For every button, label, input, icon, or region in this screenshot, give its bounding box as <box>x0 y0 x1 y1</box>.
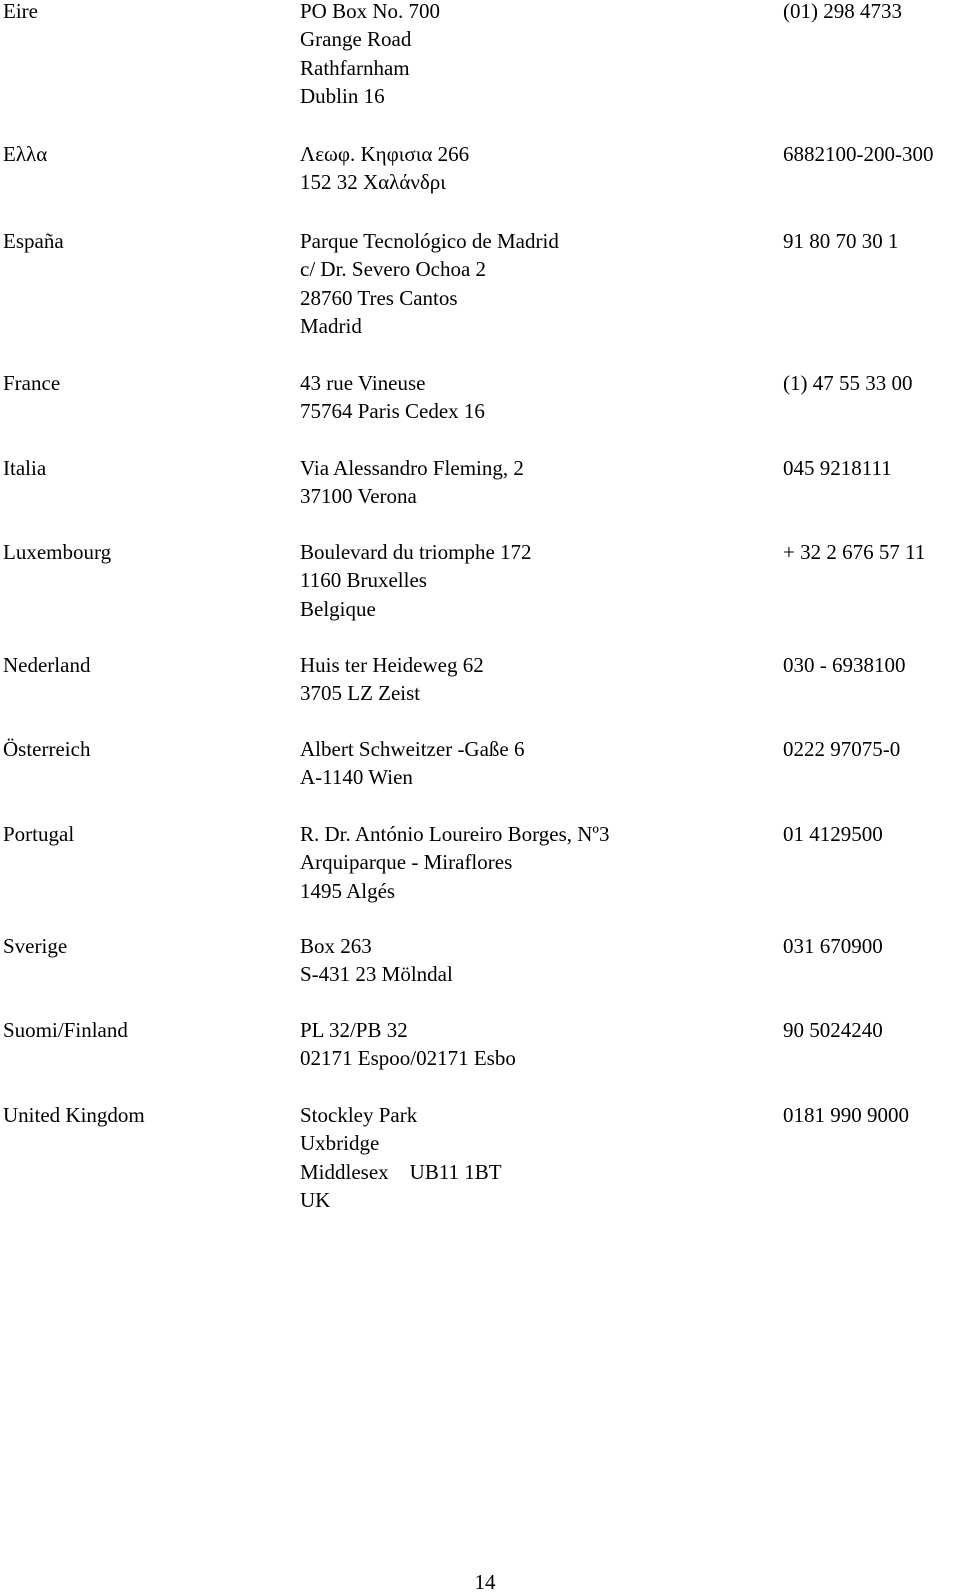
address-line: 02171 Espoo/02171 Esbo <box>300 1046 516 1071</box>
country-name: Nederland <box>3 653 91 677</box>
office-address <box>300 735 525 792</box>
country-name: España <box>3 229 64 253</box>
address-line: UK <box>300 1187 331 1212</box>
office-address <box>300 454 524 511</box>
office-address <box>300 1016 516 1073</box>
office-address <box>300 1101 502 1214</box>
address-line: 75764 Paris Cedex 16 <box>300 399 485 424</box>
address-line: 37100 Verona <box>300 484 417 509</box>
office-address <box>300 227 559 340</box>
country-name: Eire <box>3 0 38 23</box>
phone-number: 6882100-200-300 <box>783 142 934 166</box>
country-name: Österreich <box>3 737 91 761</box>
address-line: 43 rue Vineuse <box>300 371 426 395</box>
address-line: Albert Schweitzer -Gaße 6 <box>300 737 525 761</box>
address-line: PL 32/PB 32 <box>300 1018 408 1042</box>
address-line: Arquiparque - Miraflores <box>300 850 513 875</box>
phone-number: 0181 990 9000 <box>783 1103 909 1127</box>
office-address <box>300 820 609 905</box>
office-address <box>300 538 532 623</box>
country-name: Italia <box>3 456 47 480</box>
address-line: Uxbridge <box>300 1131 380 1156</box>
address-line: 1160 Bruxelles <box>300 568 427 593</box>
phone-number: 91 80 70 30 1 <box>783 229 899 253</box>
country-name: Sverige <box>3 934 68 958</box>
phone-number: + 32 2 676 57 11 <box>783 540 926 564</box>
country-name: Portugal <box>3 822 75 846</box>
address-line: 3705 LZ Zeist <box>300 681 421 706</box>
country-name: Suomi/Finland <box>3 1018 128 1042</box>
country-name: France <box>3 371 61 395</box>
office-address <box>300 0 440 110</box>
address-line: 152 32 Χαλάνδρι <box>300 170 446 195</box>
phone-number: 031 670900 <box>783 934 883 958</box>
office-address <box>300 932 453 989</box>
office-address <box>300 651 484 708</box>
office-address <box>300 369 485 426</box>
address-line: Middlesex UB11 1BT <box>300 1159 502 1184</box>
page-number: 14 <box>474 1570 496 1594</box>
office-address <box>300 140 469 197</box>
phone-number: (01) 298 4733 <box>783 0 902 23</box>
phone-number: 045 9218111 <box>783 456 892 480</box>
address-line: Box 263 <box>300 934 372 958</box>
phone-number: 0222 97075-0 <box>783 737 901 761</box>
address-line: 1495 Algés <box>300 878 396 903</box>
country-name: Ελλα <box>3 142 48 166</box>
phone-number: 01 4129500 <box>783 822 883 846</box>
address-line: Dublin 16 <box>300 83 385 108</box>
address-line: A-1140 Wien <box>300 765 413 790</box>
address-line: c/ Dr. Severo Ochoa 2 <box>300 257 487 282</box>
phone-number: (1) 47 55 33 00 <box>783 371 913 395</box>
country-name: Luxembourg <box>3 540 112 564</box>
address-line: Via Alessandro Fleming, 2 <box>300 456 524 480</box>
address-line: Madrid <box>300 313 362 338</box>
address-line: 28760 Tres Cantos <box>300 285 458 310</box>
phone-number: 030 - 6938100 <box>783 653 906 677</box>
address-line: Rathfarnham <box>300 55 410 80</box>
address-line: Huis ter Heideweg 62 <box>300 653 484 677</box>
address-line: PO Box No. 700 <box>300 0 441 23</box>
address-line: Stockley Park <box>300 1103 418 1127</box>
address-line: Grange Road <box>300 27 412 52</box>
country-name: United Kingdom <box>3 1103 145 1127</box>
address-line: Λεωφ. Κηφισια 266 <box>300 142 470 166</box>
address-line: R. Dr. António Loureiro Borges, Nº3 <box>300 822 610 846</box>
phone-number: 90 5024240 <box>783 1018 883 1042</box>
address-line: Parque Tecnológico de Madrid <box>300 229 559 253</box>
address-line: S-431 23 Mölndal <box>300 962 453 987</box>
address-line: Belgique <box>300 596 376 621</box>
address-line: Boulevard du triomphe 172 <box>300 540 532 564</box>
